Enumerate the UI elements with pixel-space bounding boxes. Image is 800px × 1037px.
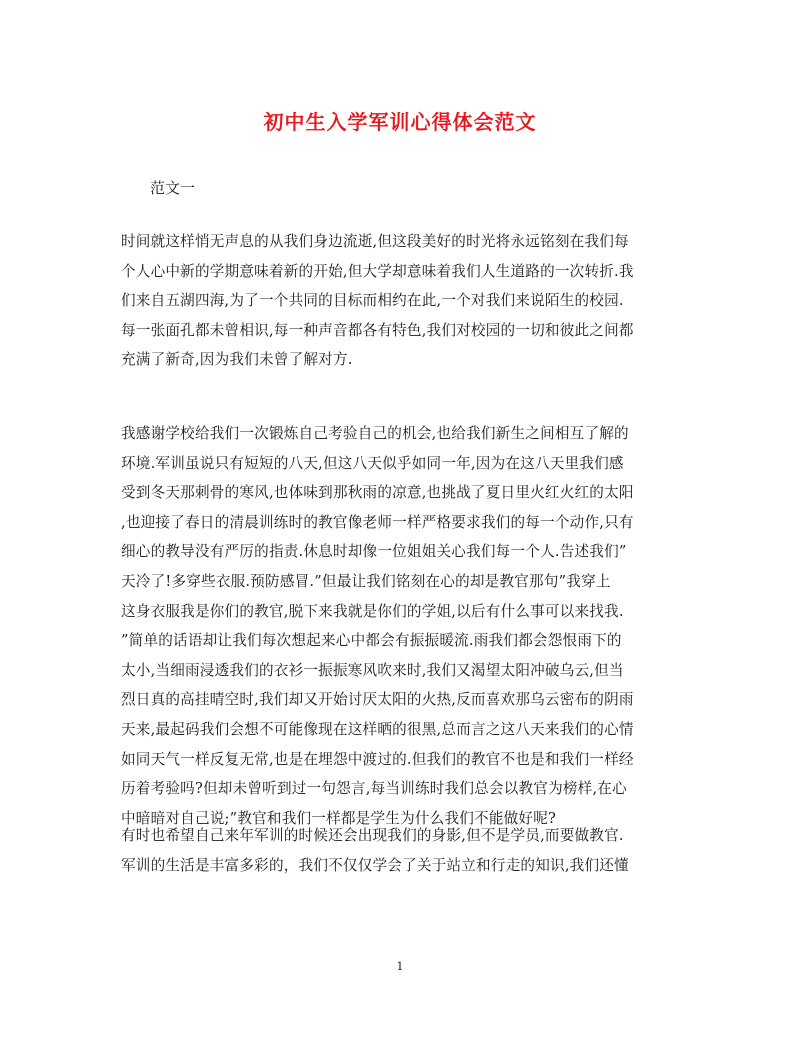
paragraph-1-line: 时间就这样悄无声息的从我们身边流逝,但这段美好的时光将永远铭刻在我们每 [121, 233, 629, 250]
paragraph-2-line: 环境.军训虽说只有短短的八天,但这八天似乎如同一年,因为在这八天里我们感 [121, 454, 624, 472]
page-number: 1 [396, 960, 404, 973]
paragraph-2-line: 天来,最起码我们会想不可能像现在这样晒的很黑,总而言之这八天来我们的心情 [121, 721, 634, 738]
paragraph-1-line: 每一张面孔都未曾相识,每一种声音都各有特色,我们对校园的一切和彼此之间都 [121, 321, 634, 339]
paragraph-2-line: 天冷了!多穿些衣服.预防感冒.”但最让我们铭刻在心的却是教官那句”我穿上 [121, 573, 611, 590]
paragraph-1-line: 个人心中新的学期意味着新的开始,但大学却意味着我们人生道路的一次转折.我 [121, 262, 634, 280]
paragraph-2-line: 中暗暗对自己说;”教官和我们一样都是学生为什么我们不能做好呢? [121, 809, 557, 827]
paragraph-2-line: ,也迎接了春日的清晨训练时的教官像老师一样严格要求我们的每一个动作,只有 [121, 513, 634, 531]
paragraph-1-line: 充满了新奇,因为我们未曾了解对方. [121, 351, 353, 369]
paragraph-3-line: 军训的生活是丰富多彩的，我们不仅仅学会了关于站立和行走的知识,我们还懂 [121, 856, 629, 874]
section-heading: 范文一 [150, 179, 196, 197]
paragraph-2-line: 受到冬天那刺骨的寒风,也体味到那秋雨的凉意,也挑战了夏日里火红火红的太阳 [121, 484, 634, 502]
paragraph-2-line: ”简单的话语却让我们每次想起来心中都会有振振暖流.雨我们都会怨恨雨下的 [121, 632, 622, 650]
paragraph-2-line: 这身衣服我是你们的教官,脱下来我就是你们的学姐,以后有什么事可以来找我. [121, 602, 624, 620]
paragraph-2-line: 历着考验吗?但却未曾听到过一句怨言,每当训练时我们总会以教官为榜样,在心 [121, 780, 627, 798]
paragraph-2-line: 烈日真的高挂晴空时,我们却又开始讨厌太阳的火热,反而喜欢那乌云密布的阴雨 [121, 691, 634, 709]
paragraph-2-line: 太小,当细雨浸透我们的衣衫一振振寒风吹来时,我们又渴望太阳冲破乌云,但当 [121, 661, 624, 679]
page-title: 初中生入学军训心得体会范文 [263, 110, 537, 134]
paragraph-2-line: 如同天气一样反复无常,也是在埋怨中渡过的.但我们的教官不也是和我们一样经 [121, 750, 634, 768]
paragraph-1-line: 们来自五湖四海,为了一个共同的目标而相约在此,一个对我们来说陌生的校园. [121, 292, 624, 310]
paragraph-2-line: 细心的教导没有严厉的指责.休息时却像一位姐姐关心我们每一个人.告述我们” [121, 543, 627, 561]
paragraph-3-line: 有时也希望自己来年军训的时候还会出现我们的身影,但不是学员,而要做教官. [121, 827, 624, 844]
paragraph-2-line: 我感谢学校给我们一次锻炼自己考验自己的机会,也给我们新生之间相互了解的 [121, 425, 629, 442]
